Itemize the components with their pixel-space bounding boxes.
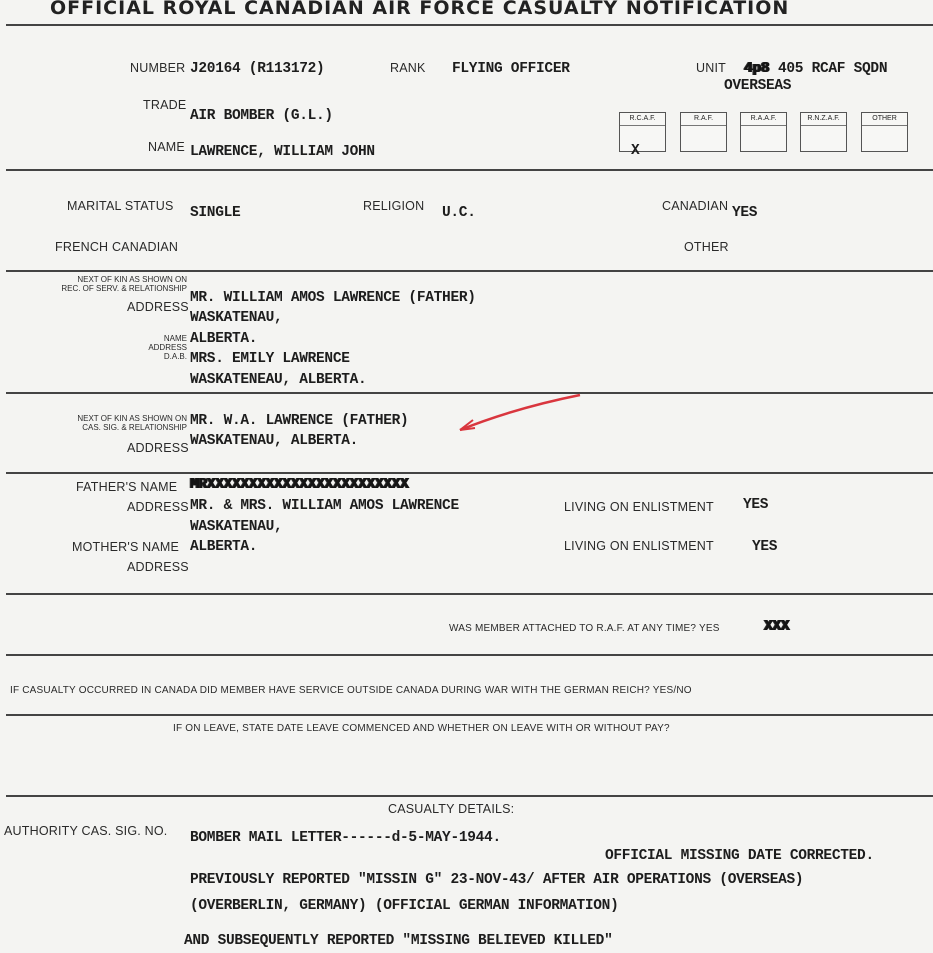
rcaf-mark: X — [631, 143, 640, 159]
divider — [6, 270, 933, 272]
form-title: OFFICIAL ROYAL CANADIAN AIR FORCE CASUALTY NOTIFICATION — [50, 0, 790, 19]
dab-label: NAME ADDRESS D.A.B. — [148, 334, 187, 361]
unit-value: 405 RCAF SQDN — [778, 61, 888, 77]
divider — [6, 714, 933, 716]
canadian-value: YES — [732, 205, 758, 221]
casualty-details-heading: CASUALTY DETAILS: — [388, 802, 515, 816]
address-label: ADDRESS — [127, 560, 189, 574]
parents-line2: WASKATENAU, — [190, 519, 283, 535]
unit-value-line2: OVERSEAS — [724, 78, 792, 94]
divider — [6, 169, 933, 171]
trade-label: TRADE — [143, 98, 187, 112]
mother-living-value: YES — [752, 539, 778, 555]
nok-rec-label: NEXT OF KIN AS SHOWN ON REC. OF SERV. & RELATIONSHIP — [61, 275, 187, 293]
authority-line4: (OVERBERLIN, GERMANY) (OFFICIAL GERMAN INFORMATION) — [190, 898, 619, 914]
divider — [6, 472, 933, 474]
divider — [6, 24, 933, 26]
nok-rec-line2: WASKATENAU, — [190, 310, 283, 326]
parents-line1: MR. & MRS. WILLIAM AMOS LAWRENCE — [190, 498, 459, 514]
nok-cas-line1: MR. W.A. LAWRENCE (FATHER) — [190, 413, 409, 429]
marital-status-label: MARITAL STATUS — [67, 199, 174, 213]
checkbox-rnzaf[interactable]: R.N.Z.A.F. — [800, 112, 847, 152]
canada-service-question: IF CASUALTY OCCURRED IN CANADA DID MEMBER HAVE SERVICE OUTSIDE CANADA DURING WAR WITH THE GERMAN REICH? YES/NO — [10, 685, 692, 696]
dab-line2: WASKATENEAU, ALBERTA. — [190, 372, 367, 388]
fathers-name-struck: MRXXXXXXXXXXXXXXXXXXXXXXXX — [190, 477, 409, 493]
divider — [6, 795, 933, 797]
raf-question: WAS MEMBER ATTACHED TO R.A.F. AT ANY TIME? YES — [449, 623, 720, 634]
rank-value: FLYING OFFICER — [452, 61, 570, 77]
nok-rec-line3: ALBERTA. — [190, 331, 258, 347]
address-label: ADDRESS — [127, 500, 189, 514]
rank-label: RANK — [390, 61, 426, 75]
fathers-name-label: FATHER'S NAME — [76, 480, 178, 494]
name-value: LAWRENCE, WILLIAM JOHN — [190, 144, 375, 160]
divider — [6, 654, 933, 656]
mothers-name-label: MOTHER'S NAME — [72, 540, 180, 554]
address-label: ADDRESS — [127, 300, 189, 314]
divider — [6, 593, 933, 595]
religion-value: U.C. — [442, 205, 476, 221]
checkbox-other[interactable]: OTHER — [861, 112, 908, 152]
leave-question: IF ON LEAVE, STATE DATE LEAVE COMMENCED AND WHETHER ON LEAVE WITH OR WITHOUT PAY? — [173, 723, 670, 734]
religion-label: RELIGION — [363, 199, 425, 213]
authority-line5: AND SUBSEQUENTLY REPORTED "MISSING BELIEVED KILLED" — [184, 933, 613, 949]
french-canadian-label: FRENCH CANADIAN — [55, 240, 179, 254]
authority-line2: OFFICIAL MISSING DATE CORRECTED. — [605, 848, 874, 864]
dab-line1: MRS. EMILY LAWRENCE — [190, 351, 350, 367]
checkbox-raf[interactable]: R.A.F. — [680, 112, 727, 152]
number-label: NUMBER — [130, 61, 186, 75]
nok-cas-label: NEXT OF KIN AS SHOWN ON CAS. SIG. & RELATIONSHIP — [77, 414, 187, 432]
service-number: J20164 (R113172) — [190, 61, 325, 77]
authority-line3: PREVIOUSLY REPORTED "MISSIN G" 23-NOV-43/ AFTER AIR OPERATIONS (OVERSEAS) — [190, 872, 804, 888]
address-label: ADDRESS — [127, 441, 189, 455]
name-label: NAME — [148, 140, 185, 154]
authority-label: AUTHORITY CAS. SIG. NO. — [4, 824, 168, 838]
canadian-label: CANADIAN — [662, 199, 729, 213]
parents-line3: ALBERTA. — [190, 539, 258, 555]
other-label: OTHER — [684, 240, 729, 254]
raf-struck: XXX — [764, 619, 790, 635]
checkbox-rcaf[interactable]: R.C.A.F. — [619, 112, 666, 152]
authority-line1: BOMBER MAIL LETTER------d-5-MAY-1944. — [190, 830, 501, 846]
nok-cas-line2: WASKATENAU, ALBERTA. — [190, 433, 359, 449]
father-living-value: YES — [743, 497, 769, 513]
mother-living-label: LIVING ON ENLISTMENT — [564, 539, 714, 553]
unit-struck-text: 4p8 — [744, 61, 770, 77]
trade-value: AIR BOMBER (G.L.) — [190, 108, 333, 124]
marital-status-value: SINGLE — [190, 205, 241, 221]
nok-rec-line1: MR. WILLIAM AMOS LAWRENCE (FATHER) — [190, 290, 476, 306]
checkbox-raaf[interactable]: R.A.A.F. — [740, 112, 787, 152]
father-living-label: LIVING ON ENLISTMENT — [564, 500, 714, 514]
red-arrow-annotation — [455, 390, 585, 435]
unit-label: UNIT — [696, 61, 726, 75]
